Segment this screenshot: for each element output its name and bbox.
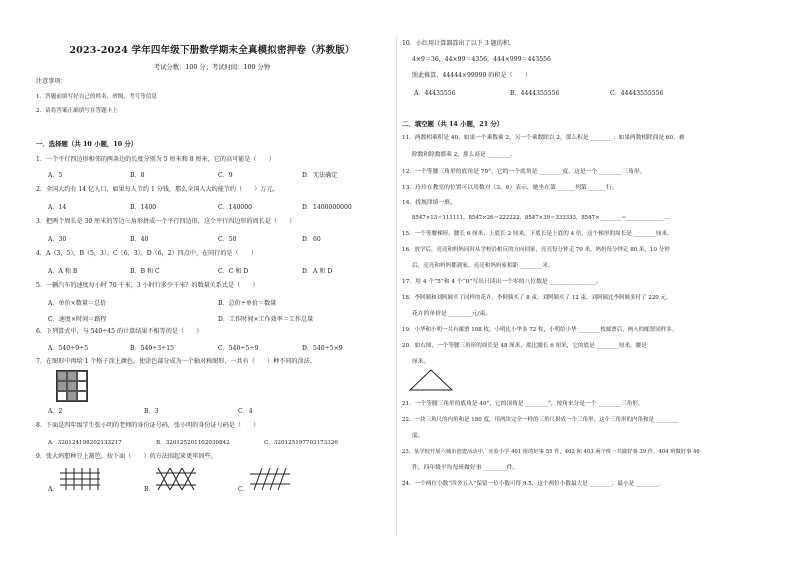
question-15: 15．一个等腰梯形，腰长 6 厘米，上底长 2 厘米，下底长是上底的 4 倍，这个梯形的周长是 ________厘米。 xyxy=(402,231,673,237)
shaded-grid-figure xyxy=(56,370,88,402)
option-b[interactable]: B．320125201102030842 xyxy=(156,440,230,446)
grid-cell xyxy=(77,391,87,401)
question-19: 19．小华和小明一共有邮票 108 枚，小明比小华多 72 枚，小明给小华 ________枚邮票后，两人的邮票同样多。 xyxy=(402,327,678,333)
grid-cell xyxy=(57,371,67,381)
option-b[interactable]: B．4444355556 xyxy=(510,90,560,97)
note-item: 1．答题前填写好自己的姓名、班级、考号等信息 xyxy=(36,94,158,100)
option-b[interactable]: B．8 xyxy=(130,172,145,179)
question-14-equations: 8547×13＝111111，8547×26＝222222，8547×39＝333333，8547×________＝______________… xyxy=(412,215,670,221)
grid-cell xyxy=(77,381,87,391)
option-b[interactable]: B．总价÷单价＝数量 xyxy=(218,300,277,307)
fence-slanted-lines-icon xyxy=(248,466,292,492)
option-b[interactable]: B． xyxy=(144,486,155,493)
section-heading: 一．选择题（共 10 小题，10 分） xyxy=(36,140,138,148)
option-b[interactable]: B．3 xyxy=(144,408,159,415)
question-20: 20．如右图，一个等腰三角形的周长是 48 厘米，底比腰长 6 厘米，它的底是 ________厘米，腰是 xyxy=(402,343,647,349)
option-d[interactable]: D．工作时间×工作效率＝工作总量 xyxy=(218,316,314,323)
grid-cell xyxy=(67,371,77,381)
option-d[interactable]: D．A 和 D xyxy=(302,268,333,275)
notes-heading: 注意事项： xyxy=(36,78,67,85)
option-a[interactable]: A．540÷9÷5 xyxy=(48,345,89,352)
question-12: 12．一个等腰三角形的底角是 70°，它的一个底角是 ________度，这是一个 ________三角形。 xyxy=(402,169,646,175)
fence-diagonal-cross-icon xyxy=(154,466,198,492)
question-24: 24．一个两位小数“四舍五入”保留一位小数可得 9.5，这个两位小数最大是 ________，最小是 ________。 xyxy=(402,481,665,487)
option-d[interactable]: D．60 xyxy=(302,236,321,243)
question-5: 5．一辆汽车的速度每小时 70 千米，3 小时行多少千米？的数量关系式是（ ） xyxy=(36,282,259,289)
question-10-equations: 4×9＝36，44×99＝4356，444×999＝443556 xyxy=(412,56,551,63)
option-c[interactable]: C．50 xyxy=(218,236,237,243)
option-a[interactable]: A．14 xyxy=(48,204,67,211)
option-a[interactable]: A． xyxy=(48,486,59,493)
grid-cell xyxy=(77,371,87,381)
option-a[interactable]: A．单价×数量＝总价 xyxy=(48,300,107,307)
option-b[interactable]: B．1400 xyxy=(130,204,157,211)
option-c[interactable]: C．44443555556 xyxy=(610,90,664,97)
option-b[interactable]: B．B 和 C xyxy=(130,268,160,275)
question-22: 22．一块三角尺的内角和是 180 度，用两块完全一样的三角尺拼成一个三角形，这个三角形的内角和是 ________ xyxy=(402,417,678,423)
question-10-ask: 照此推算，44444×99999 的积是（ ） xyxy=(412,72,531,79)
section-heading: 二．填空题（共 14 小题，21 分） xyxy=(402,120,504,128)
question-11-cont: 除数和除数都乘 2，那么商是 ________。 xyxy=(412,152,516,158)
question-17: 17．用 4 个“5”和 4 个“0”写出只读出一个零的八位数是 ________________。 xyxy=(402,279,602,285)
option-c[interactable]: C．C 和 D xyxy=(218,268,249,275)
option-d[interactable]: D．1400000000 xyxy=(302,204,352,211)
option-a[interactable]: A．2 xyxy=(48,408,63,415)
option-a[interactable]: A．44435556 xyxy=(414,90,456,97)
page-title: 2023-2024 学年四年级下册数学期末全真模拟密押卷（苏教版） xyxy=(69,45,355,56)
option-b[interactable]: B．540÷3÷15 xyxy=(130,345,175,352)
grid-cell xyxy=(67,391,77,401)
grid-cell xyxy=(67,381,77,391)
option-a[interactable]: A．320124198202133217 xyxy=(48,440,122,446)
question-18: 18．李阿姨和刘阿姨买了同样的花卉，李阿姨买了 8 束，刘阿姨买了 12 束，刘阿姨比李阿姨多付了 220 元， xyxy=(402,295,672,301)
question-14: 14．找规律填一填。 xyxy=(402,200,456,206)
option-c[interactable]: C．速度×时间＝路程 xyxy=(48,316,107,323)
question-11: 11．两数相乘积是 40，如果一个乘数乘 2，另一个乘数除以 2，那么积是 ________；如果两数相除商是 60，被 xyxy=(402,135,685,141)
question-16-cont: 后，亮亮和妈妈都到家，亮亮和妈妈家相距 ________米。 xyxy=(412,263,554,269)
option-a[interactable]: A．A 和 B xyxy=(48,268,78,275)
question-2: 2．全国大约有 14 亿人口，如果每人节约 1 分钱，那么全国人大约能节约（ ）万元。 xyxy=(36,186,279,193)
question-9: 9．张大妈想种豆上篱笆，按下面（ ）的方法围起来更牢固些。 xyxy=(36,453,217,460)
option-d[interactable]: D．540÷5×9 xyxy=(302,345,343,352)
question-18-cont: 花卉的单价是 ________元/束。 xyxy=(412,311,492,317)
note-item: 2．请将答案正确填写在答题卡上 xyxy=(36,108,118,114)
option-c[interactable]: C．140000 xyxy=(218,204,253,211)
question-16: 16．放学后，亮亮和妈妈同时从学校沿相反的方向回家，亮亮每分钟走 70 米，妈妈每分钟走 80 米，10 分钟 xyxy=(402,247,670,253)
column-divider xyxy=(396,36,397,536)
question-8: 8．下面是四年级学生张小明的老师的身份证号码，张小明的身份证号码是（ ） xyxy=(36,422,260,429)
option-a[interactable]: A．5 xyxy=(48,172,63,179)
option-c[interactable]: C． xyxy=(238,486,249,493)
option-c[interactable]: C．4 xyxy=(238,408,253,415)
question-7: 7．在图形中再给 1 个格子涂上颜色，使涂色部分成为一个轴对称图形，一共有（ ）种不同的涂法。 xyxy=(36,358,316,365)
question-3: 3．把两个周长是 30 厘米的等边三角形拼成一个平行四边形，这个平行四边形的周长是（ ） xyxy=(36,218,296,225)
grid-cell xyxy=(57,381,67,391)
isosceles-triangle-figure-icon xyxy=(408,368,454,392)
question-13: 13．玲玲在教室的位置可以用数对（3，6）表示，她坐在第 ______列第 ______行。 xyxy=(402,185,618,191)
question-21: 21．一个等腰三角形的底角是 40°，它的顶角是 ________°，按角来分是一个 ________三角形。 xyxy=(402,401,644,407)
option-a[interactable]: A．30 xyxy=(48,236,67,243)
option-b[interactable]: B．40 xyxy=(130,236,149,243)
fence-square-grid-icon xyxy=(58,466,102,492)
question-23: 23．某学校开展六城市创建活动中，实验小学 401 班的好事 55 件，402 和 403 两个班一共做好事 39 件，404 班做好事 46 xyxy=(402,449,700,455)
question-6: 6．下列算式中，与 540÷45 的计算结果不相等的是（ ） xyxy=(36,328,203,335)
question-4: 4．A（3，5）、B（5，3）、C（6，3）、D（6，2）四点中，在同行的是（ ） xyxy=(36,250,257,257)
option-c[interactable]: C．9 xyxy=(218,172,233,179)
question-23-cont: 件，四年级平均每班做好事 ________件。 xyxy=(412,465,519,471)
question-20-cont: 厘米。 xyxy=(412,359,430,365)
question-1: 1．一个平行四边形相邻的两条边的长度分别为 5 厘米和 8 厘米，它的高可能是（ ） xyxy=(36,156,275,163)
exam-info: 考试分数：100 分；考试时间：100 分钟 xyxy=(153,64,271,71)
question-10: 10．小红用计算器算出了以下 3 题的积。 xyxy=(402,40,516,47)
option-c[interactable]: C．540÷5÷9 xyxy=(218,345,259,352)
grid-cell xyxy=(57,391,67,401)
question-22-cont: 度。 xyxy=(412,433,424,439)
option-c[interactable]: C．320125197703173326 xyxy=(264,440,338,446)
option-d[interactable]: D．无法确定 xyxy=(302,172,338,179)
